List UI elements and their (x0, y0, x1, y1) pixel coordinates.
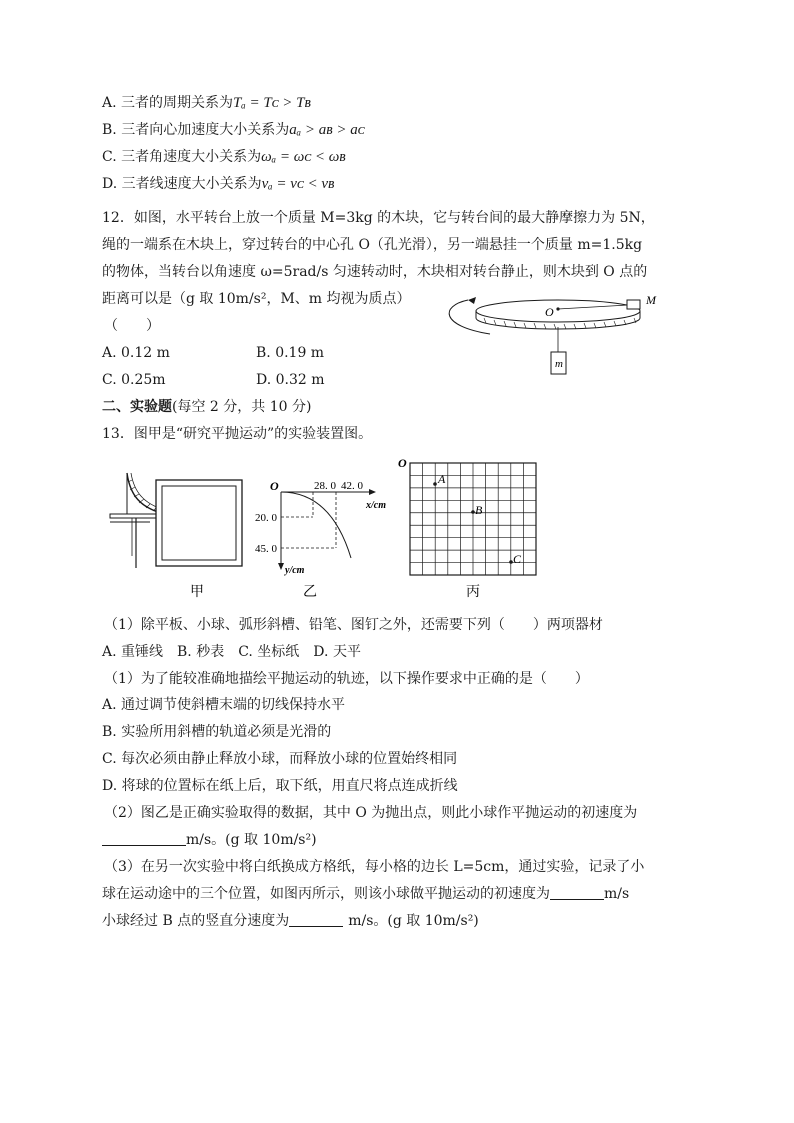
section-title: 二、实验题 (102, 399, 172, 415)
q13-part3-line3 (102, 911, 479, 931)
q13-part1b-option-d: D. 将球的位置标在纸上后，取下纸，用直尺将点连成折线 (102, 778, 458, 794)
q13-part1b-option-b: B. 实验所用斜槽的轨道必须是光滑的 (102, 724, 332, 740)
q12-line-2: 绳的一端系在木块上，穿过转台的中心孔 O（孔光滑），另一端悬挂一个质量 m=1.5kg (102, 237, 643, 253)
label-O: O (545, 305, 554, 319)
bing-label-A: A (438, 472, 446, 486)
option-text: D. 三者线速度大小关系为 (102, 176, 262, 192)
option-text: C. 三者角速度大小关系为 (102, 149, 262, 165)
yi-x-label: x/cm (366, 500, 386, 511)
yi-tick-x2: 42. 0 (341, 480, 363, 492)
unit-text: m/s。(g 取 10m/s²) (348, 913, 479, 929)
yi-tick-y1: 20. 0 (255, 512, 277, 524)
yi-y-label: y/cm (285, 565, 305, 576)
part3-text: 球在运动途中的三个位置，如图丙所示，则该小球做平抛运动的初速度为 (102, 886, 550, 902)
point-A (433, 482, 437, 486)
q13-intro: 13．图甲是“研究平抛运动”的实验装置图。 (102, 426, 373, 442)
yi-label-O: O (270, 479, 279, 493)
q12-answer-paren: （ ） (104, 318, 160, 334)
bing-label-O: O (398, 456, 407, 470)
section-note: (每空 2 分，共 10 分) (172, 399, 312, 415)
option-math: Tₐ = Tᴄ > Tʙ (233, 95, 311, 111)
q13-part1-stem: （1）除平板、小球、弧形斜槽、铅笔、图钉之外，还需要下列（ ）两项器材 (104, 617, 603, 633)
q13-part1-options: A. 重锤线 B. 秒表 C. 坐标纸 D. 天平 (102, 644, 361, 660)
q13-part2-line2 (102, 830, 317, 850)
q12-line-3: 的物体，当转台以角速度 ω=5rad/s 匀速转动时，木块相对转台静止，则木块到 O 点的 (102, 264, 648, 280)
bing-label-B: B (475, 503, 483, 517)
q13-part1b-stem: （1）为了能较准确地描绘平抛运动的轨迹，以下操作要求中正确的是（ ） (104, 671, 589, 687)
part3-text: 小球经过 B 点的竖直分速度为 (102, 913, 290, 929)
unit-text: m/s。(g 取 10m/s²) (186, 832, 317, 848)
q13-part3-line2 (102, 884, 629, 904)
option-math: aₐ > aʙ > aᴄ (289, 122, 365, 138)
answer-blank-v0-grid[interactable] (550, 885, 604, 900)
q12-option-a: A. 0.12 m (102, 345, 170, 361)
q12-option-b: B. 0.19 m (256, 345, 325, 361)
yi-tick-x1: 28. 0 (314, 480, 336, 492)
caption-bing: 丙 (466, 584, 480, 600)
unit-text: m/s (604, 886, 630, 902)
q12-option-c: C. 0.25m (102, 372, 166, 388)
caption-jia: 甲 (190, 584, 204, 600)
option-math: vₐ = vᴄ < vʙ (261, 176, 335, 192)
q12-line-4: 距离可以是（g 取 10m/s²，M、m 均视为质点） (102, 291, 411, 307)
answer-blank-v0[interactable] (102, 831, 186, 846)
q13-part3-line1: （3）在另一次实验中将白纸换成方格纸，每小格的边长 L=5cm，通过实验，记录了小 (104, 859, 645, 875)
answer-blank-vy[interactable] (289, 912, 343, 927)
label-m: m (555, 358, 563, 370)
option-text: A. 三者的周期关系为 (102, 95, 234, 111)
option-text: B. 三者向心加速度大小关系为 (102, 122, 290, 138)
q12-line-1: 12．如图，水平转台上放一个质量 M=3kg 的木块，它与转台间的最大静摩擦力为 5N， (102, 210, 655, 226)
yi-tick-y2: 45. 0 (255, 543, 277, 555)
q13-part2-line1: （2）图乙是正确实验取得的数据，其中 O 为抛出点，则此小球作平抛运动的初速度为 (104, 805, 638, 821)
q13-part1b-option-a: A. 通过调节使斜槽末端的切线保持水平 (102, 697, 346, 713)
bing-label-C: C (513, 552, 522, 566)
option-math: ωₐ = ωᴄ < ωʙ (261, 149, 346, 165)
label-M: M (646, 293, 656, 307)
q12-option-d: D. 0.32 m (256, 372, 325, 388)
q13-part1b-option-c: C. 每次必须由静止释放小球，而释放小球的位置始终相同 (102, 751, 458, 767)
caption-yi: 乙 (303, 584, 317, 600)
